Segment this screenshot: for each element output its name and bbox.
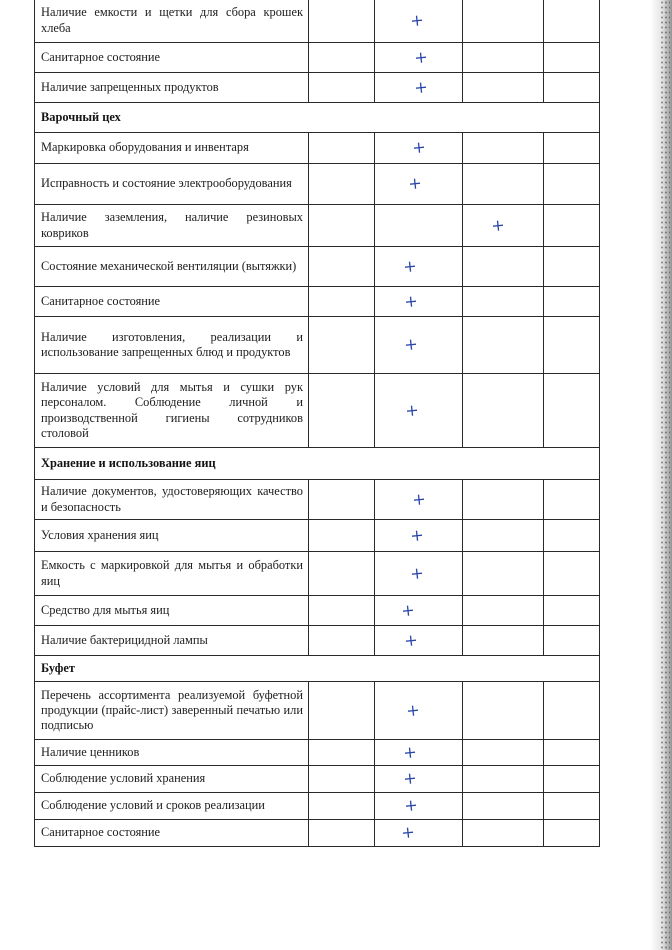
section-title: Варочный цех — [35, 103, 600, 133]
criterion-label: Емкость с маркировкой для мытья и обработки яиц — [35, 552, 309, 596]
handwritten-check-mark: + — [409, 562, 425, 583]
checklist-row — [35, 682, 600, 740]
mark-cell-col-4 — [462, 0, 543, 43]
mark-cell-col-3 — [375, 596, 462, 626]
criterion-label: Соблюдение условий и сроков реализации — [35, 793, 309, 820]
mark-cell-col-2 — [308, 682, 374, 740]
criterion-label: Наличие запрещенных продуктов — [35, 73, 309, 103]
mark-cell-col-3 — [375, 374, 462, 448]
mark-cell-col-5 — [543, 520, 599, 552]
handwritten-check-mark: + — [403, 629, 419, 650]
mark-cell-col-4 — [462, 480, 543, 520]
handwritten-check-mark: + — [405, 699, 421, 720]
mark-cell-col-3 — [375, 740, 462, 766]
handwritten-check-mark: + — [407, 173, 423, 194]
mark-cell-col-2 — [308, 164, 374, 205]
criterion-label: Наличие ценников — [35, 740, 309, 766]
section-header-row — [35, 103, 600, 133]
mark-cell-col-2 — [308, 73, 374, 103]
criterion-label: Санитарное состояние — [35, 820, 309, 847]
mark-cell-col-3 — [375, 626, 462, 656]
checklist-row — [35, 596, 600, 626]
section-title: Хранение и использование яиц — [35, 448, 600, 480]
handwritten-check-mark: + — [411, 488, 427, 509]
mark-cell-col-5 — [543, 740, 599, 766]
handwritten-check-mark: + — [409, 524, 425, 545]
mark-cell-col-5 — [543, 164, 599, 205]
handwritten-check-mark: + — [402, 255, 418, 276]
criterion-label: Наличие условий для мытья и сушки рук персоналом. Соблюдение личной и производственной гигиены сотрудников столовой — [35, 374, 309, 448]
mark-cell-col-4 — [462, 766, 543, 793]
mark-cell-col-5 — [543, 287, 599, 317]
mark-cell-col-3 — [375, 820, 462, 847]
mark-cell-col-3 — [375, 766, 462, 793]
section-header-row — [35, 656, 600, 682]
mark-cell-col-5 — [543, 596, 599, 626]
mark-cell-col-2 — [308, 374, 374, 448]
inspection-checklist-table — [34, 0, 600, 847]
checklist-row — [35, 820, 600, 847]
checklist-row — [35, 43, 600, 73]
mark-cell-col-4 — [462, 552, 543, 596]
checklist-row — [35, 247, 600, 287]
checklist-row — [35, 0, 600, 43]
mark-cell-col-3 — [375, 133, 462, 164]
mark-cell-col-3 — [375, 43, 462, 73]
mark-cell-col-2 — [308, 740, 374, 766]
criterion-label: Наличие изготовления, реализации и использование запрещенных блюд и продуктов — [35, 317, 309, 374]
handwritten-check-mark: + — [402, 768, 418, 789]
mark-cell-col-2 — [308, 766, 374, 793]
mark-cell-col-4 — [462, 43, 543, 73]
mark-cell-col-3 — [375, 164, 462, 205]
mark-cell-col-5 — [543, 480, 599, 520]
mark-cell-col-4 — [462, 73, 543, 103]
mark-cell-col-5 — [543, 133, 599, 164]
checklist-row — [35, 766, 600, 793]
mark-cell-col-5 — [543, 317, 599, 374]
mark-cell-col-3 — [375, 793, 462, 820]
criterion-label: Перечень ассортимента реализуемой буфетной продукции (прайс-лист) заверенный печатью или подписью — [35, 682, 309, 740]
checklist-row — [35, 317, 600, 374]
checklist-row — [35, 73, 600, 103]
criterion-label: Наличие бактерицидной лампы — [35, 626, 309, 656]
mark-cell-col-5 — [543, 205, 599, 247]
mark-cell-col-4 — [462, 133, 543, 164]
criterion-label: Исправность и состояние электрооборудования — [35, 164, 309, 205]
checklist-row — [35, 133, 600, 164]
handwritten-check-mark: + — [403, 795, 419, 816]
mark-cell-col-3 — [375, 552, 462, 596]
mark-cell-col-3 — [375, 205, 462, 247]
criterion-label: Наличие документов, удостоверяющих качество и безопасность — [35, 480, 309, 520]
mark-cell-col-3 — [375, 520, 462, 552]
criterion-label: Наличие заземления, наличие резиновых ковриков — [35, 205, 309, 247]
handwritten-check-mark: + — [400, 599, 416, 620]
mark-cell-col-2 — [308, 247, 374, 287]
section-title: Буфет — [35, 656, 600, 682]
checklist-row — [35, 205, 600, 247]
mark-cell-col-4 — [462, 164, 543, 205]
mark-cell-col-2 — [308, 626, 374, 656]
criterion-label: Маркировка оборудования и инвентаря — [35, 133, 309, 164]
mark-cell-col-4 — [462, 820, 543, 847]
mark-cell-col-5 — [543, 820, 599, 847]
mark-cell-col-2 — [308, 820, 374, 847]
mark-cell-col-5 — [543, 626, 599, 656]
mark-cell-col-5 — [543, 552, 599, 596]
mark-cell-col-4 — [462, 374, 543, 448]
mark-cell-col-2 — [308, 43, 374, 73]
mark-cell-col-2 — [308, 520, 374, 552]
checklist-row — [35, 374, 600, 448]
mark-cell-col-4 — [462, 596, 543, 626]
checklist-row — [35, 480, 600, 520]
criterion-label: Состояние механической вентиляции (вытяжки) — [35, 247, 309, 287]
mark-cell-col-5 — [543, 247, 599, 287]
mark-cell-col-5 — [543, 43, 599, 73]
mark-cell-col-3 — [375, 480, 462, 520]
criterion-label: Санитарное состояние — [35, 43, 309, 73]
criterion-label: Наличие емкости и щетки для сбора крошек хлеба — [35, 0, 309, 43]
handwritten-check-mark: + — [489, 214, 506, 235]
mark-cell-col-3 — [375, 287, 462, 317]
mark-cell-col-2 — [308, 205, 374, 247]
handwritten-check-mark: + — [413, 76, 429, 97]
mark-cell-col-3 — [375, 0, 462, 43]
mark-cell-col-4 — [462, 520, 543, 552]
criterion-label: Санитарное состояние — [35, 287, 309, 317]
mark-cell-col-5 — [543, 73, 599, 103]
mark-cell-col-4 — [462, 793, 543, 820]
checklist-row — [35, 164, 600, 205]
section-header-row — [35, 448, 600, 480]
mark-cell-col-5 — [543, 682, 599, 740]
mark-cell-col-2 — [308, 793, 374, 820]
mark-cell-col-5 — [543, 793, 599, 820]
mark-cell-col-2 — [308, 287, 374, 317]
mark-cell-col-3 — [375, 317, 462, 374]
mark-cell-col-2 — [308, 552, 374, 596]
criterion-label: Средство для мытья яиц — [35, 596, 309, 626]
handwritten-check-mark: + — [400, 822, 416, 843]
handwritten-check-mark: + — [403, 290, 419, 311]
mark-cell-col-5 — [543, 0, 599, 43]
checklist-row — [35, 552, 600, 596]
mark-cell-col-2 — [308, 480, 374, 520]
checklist-row — [35, 740, 600, 766]
checklist-row — [35, 287, 600, 317]
checklist-body — [35, 0, 600, 847]
mark-cell-col-2 — [308, 133, 374, 164]
criterion-label: Условия хранения яиц — [35, 520, 309, 552]
mark-cell-col-3 — [375, 247, 462, 287]
mark-cell-col-3 — [375, 73, 462, 103]
mark-cell-col-5 — [543, 374, 599, 448]
mark-cell-col-5 — [543, 766, 599, 793]
mark-cell-col-3 — [375, 682, 462, 740]
handwritten-check-mark: + — [403, 334, 419, 355]
handwritten-check-mark: + — [402, 741, 418, 762]
mark-cell-col-4 — [462, 205, 543, 247]
mark-cell-col-4 — [462, 626, 543, 656]
mark-cell-col-4 — [462, 247, 543, 287]
mark-cell-col-4 — [462, 740, 543, 766]
criterion-label: Соблюдение условий хранения — [35, 766, 309, 793]
handwritten-check-mark: + — [409, 9, 425, 30]
mark-cell-col-2 — [308, 317, 374, 374]
mark-cell-col-2 — [308, 0, 374, 43]
checklist-row — [35, 626, 600, 656]
checklist-row — [35, 520, 600, 552]
handwritten-check-mark: + — [404, 399, 420, 420]
mark-cell-col-2 — [308, 596, 374, 626]
checklist-row — [35, 793, 600, 820]
mark-cell-col-4 — [462, 682, 543, 740]
mark-cell-col-4 — [462, 317, 543, 374]
mark-cell-col-4 — [462, 287, 543, 317]
handwritten-check-mark: + — [411, 137, 427, 158]
handwritten-check-mark: + — [413, 46, 429, 67]
scan-edge-noise — [660, 0, 670, 950]
